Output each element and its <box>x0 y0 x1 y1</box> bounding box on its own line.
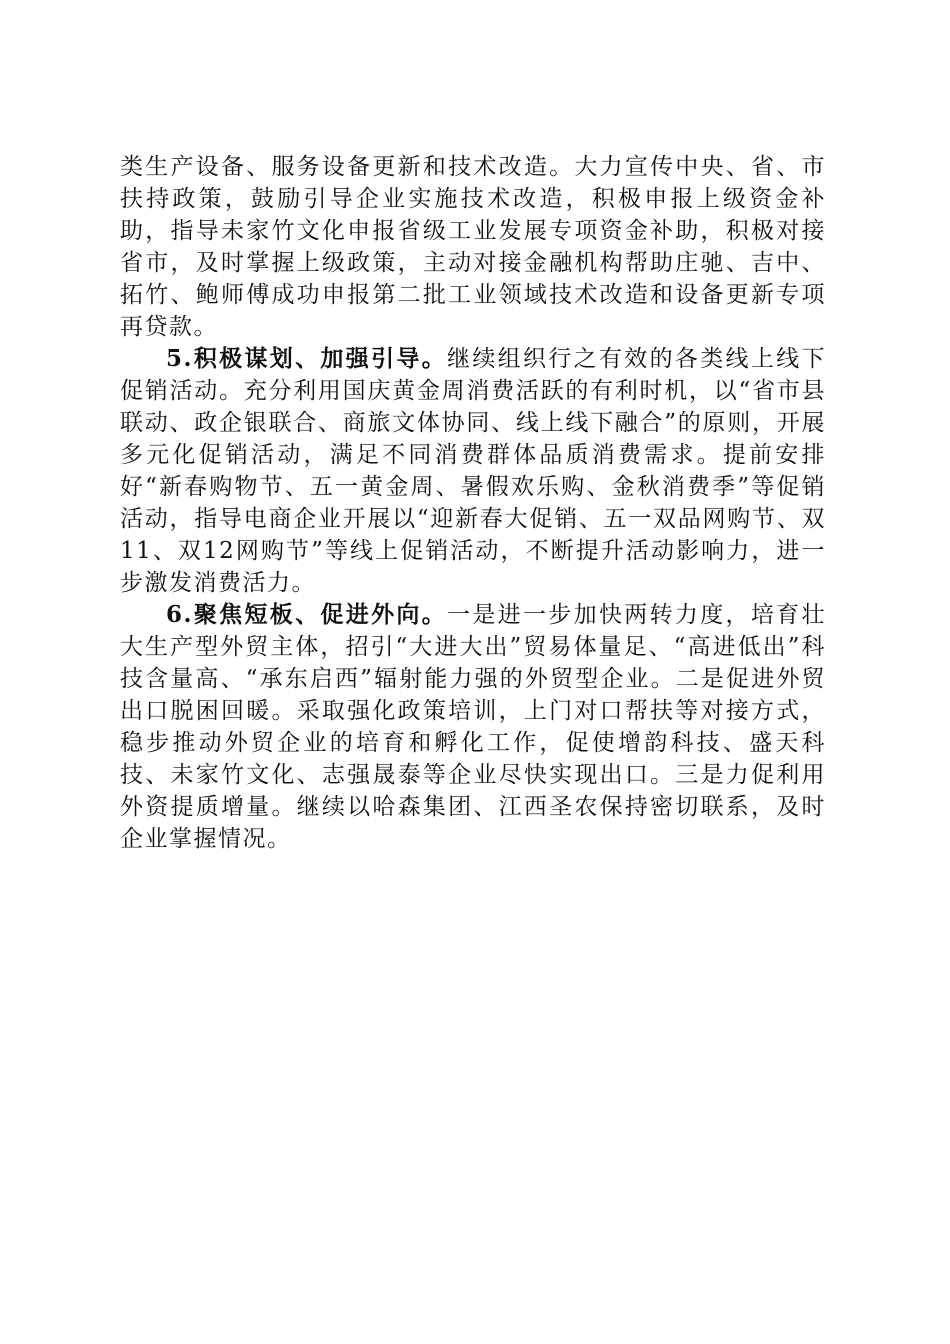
document-page <box>120 151 826 855</box>
paragraph-item-5 <box>120 343 826 599</box>
paragraph-heading: 5.积极谋划、加强引导。 <box>166 345 448 372</box>
paragraph-body: 类生产设备、服务设备更新和技术改造。大力宣传中央、省、市扶持政策，鼓励引导企业实施技术改造，积极申报上级资金补助，指导未家竹文化申报省级工业发展专项资金补助，积极对接省市，及时掌握上级政策，主动对接金融机构帮助庄驰、吉中、拓竹、鲍师傅成功申报第二批工业领域技术改造和设备更新专项再贷款。 <box>120 154 826 340</box>
paragraph-body: 一是进一步加快两转力度，培育壮大生产型外贸主体，招引“大进大出”贸易体量足、“高进低出”科技含量高、“承东启西”辐射能力强的外贸型企业。二是促进外贸出口脱困回暖。采取强化政策培训，上门对口帮扶等对接方式，稳步推动外贸企业的培育和孵化工作，促使增韵科技、盛天科技、未家竹文化、志强晟泰等企业尽快实现出口。三是力促利用外资提质增量。继续以哈森集团、江西圣农保持密切联系，及时企业掌握情况。 <box>120 602 827 852</box>
paragraph-continuation <box>120 151 826 343</box>
paragraph-heading: 6.聚焦短板、促进外向。 <box>166 601 448 628</box>
paragraph-body: 继续组织行之有效的各类线上线下促销活动。充分利用国庆黄金周消费活跃的有利时机，以“省市县联动、政企银联合、商旅文体协同、线上线下融合”的原则，开展多元化促销活动，满足不同消费群体品质消费需求。提前安排好“新春购物节、五一黄金周、暑假欢乐购、金秋消费季”等促销活动，指导电商企业开展以“迎新春大促销、五一双品网购节、双11、双12网购节”等线上促销活动，不断提升活动影响力，进一步激发消费活力。 <box>120 346 827 596</box>
paragraph-item-6 <box>120 599 826 855</box>
